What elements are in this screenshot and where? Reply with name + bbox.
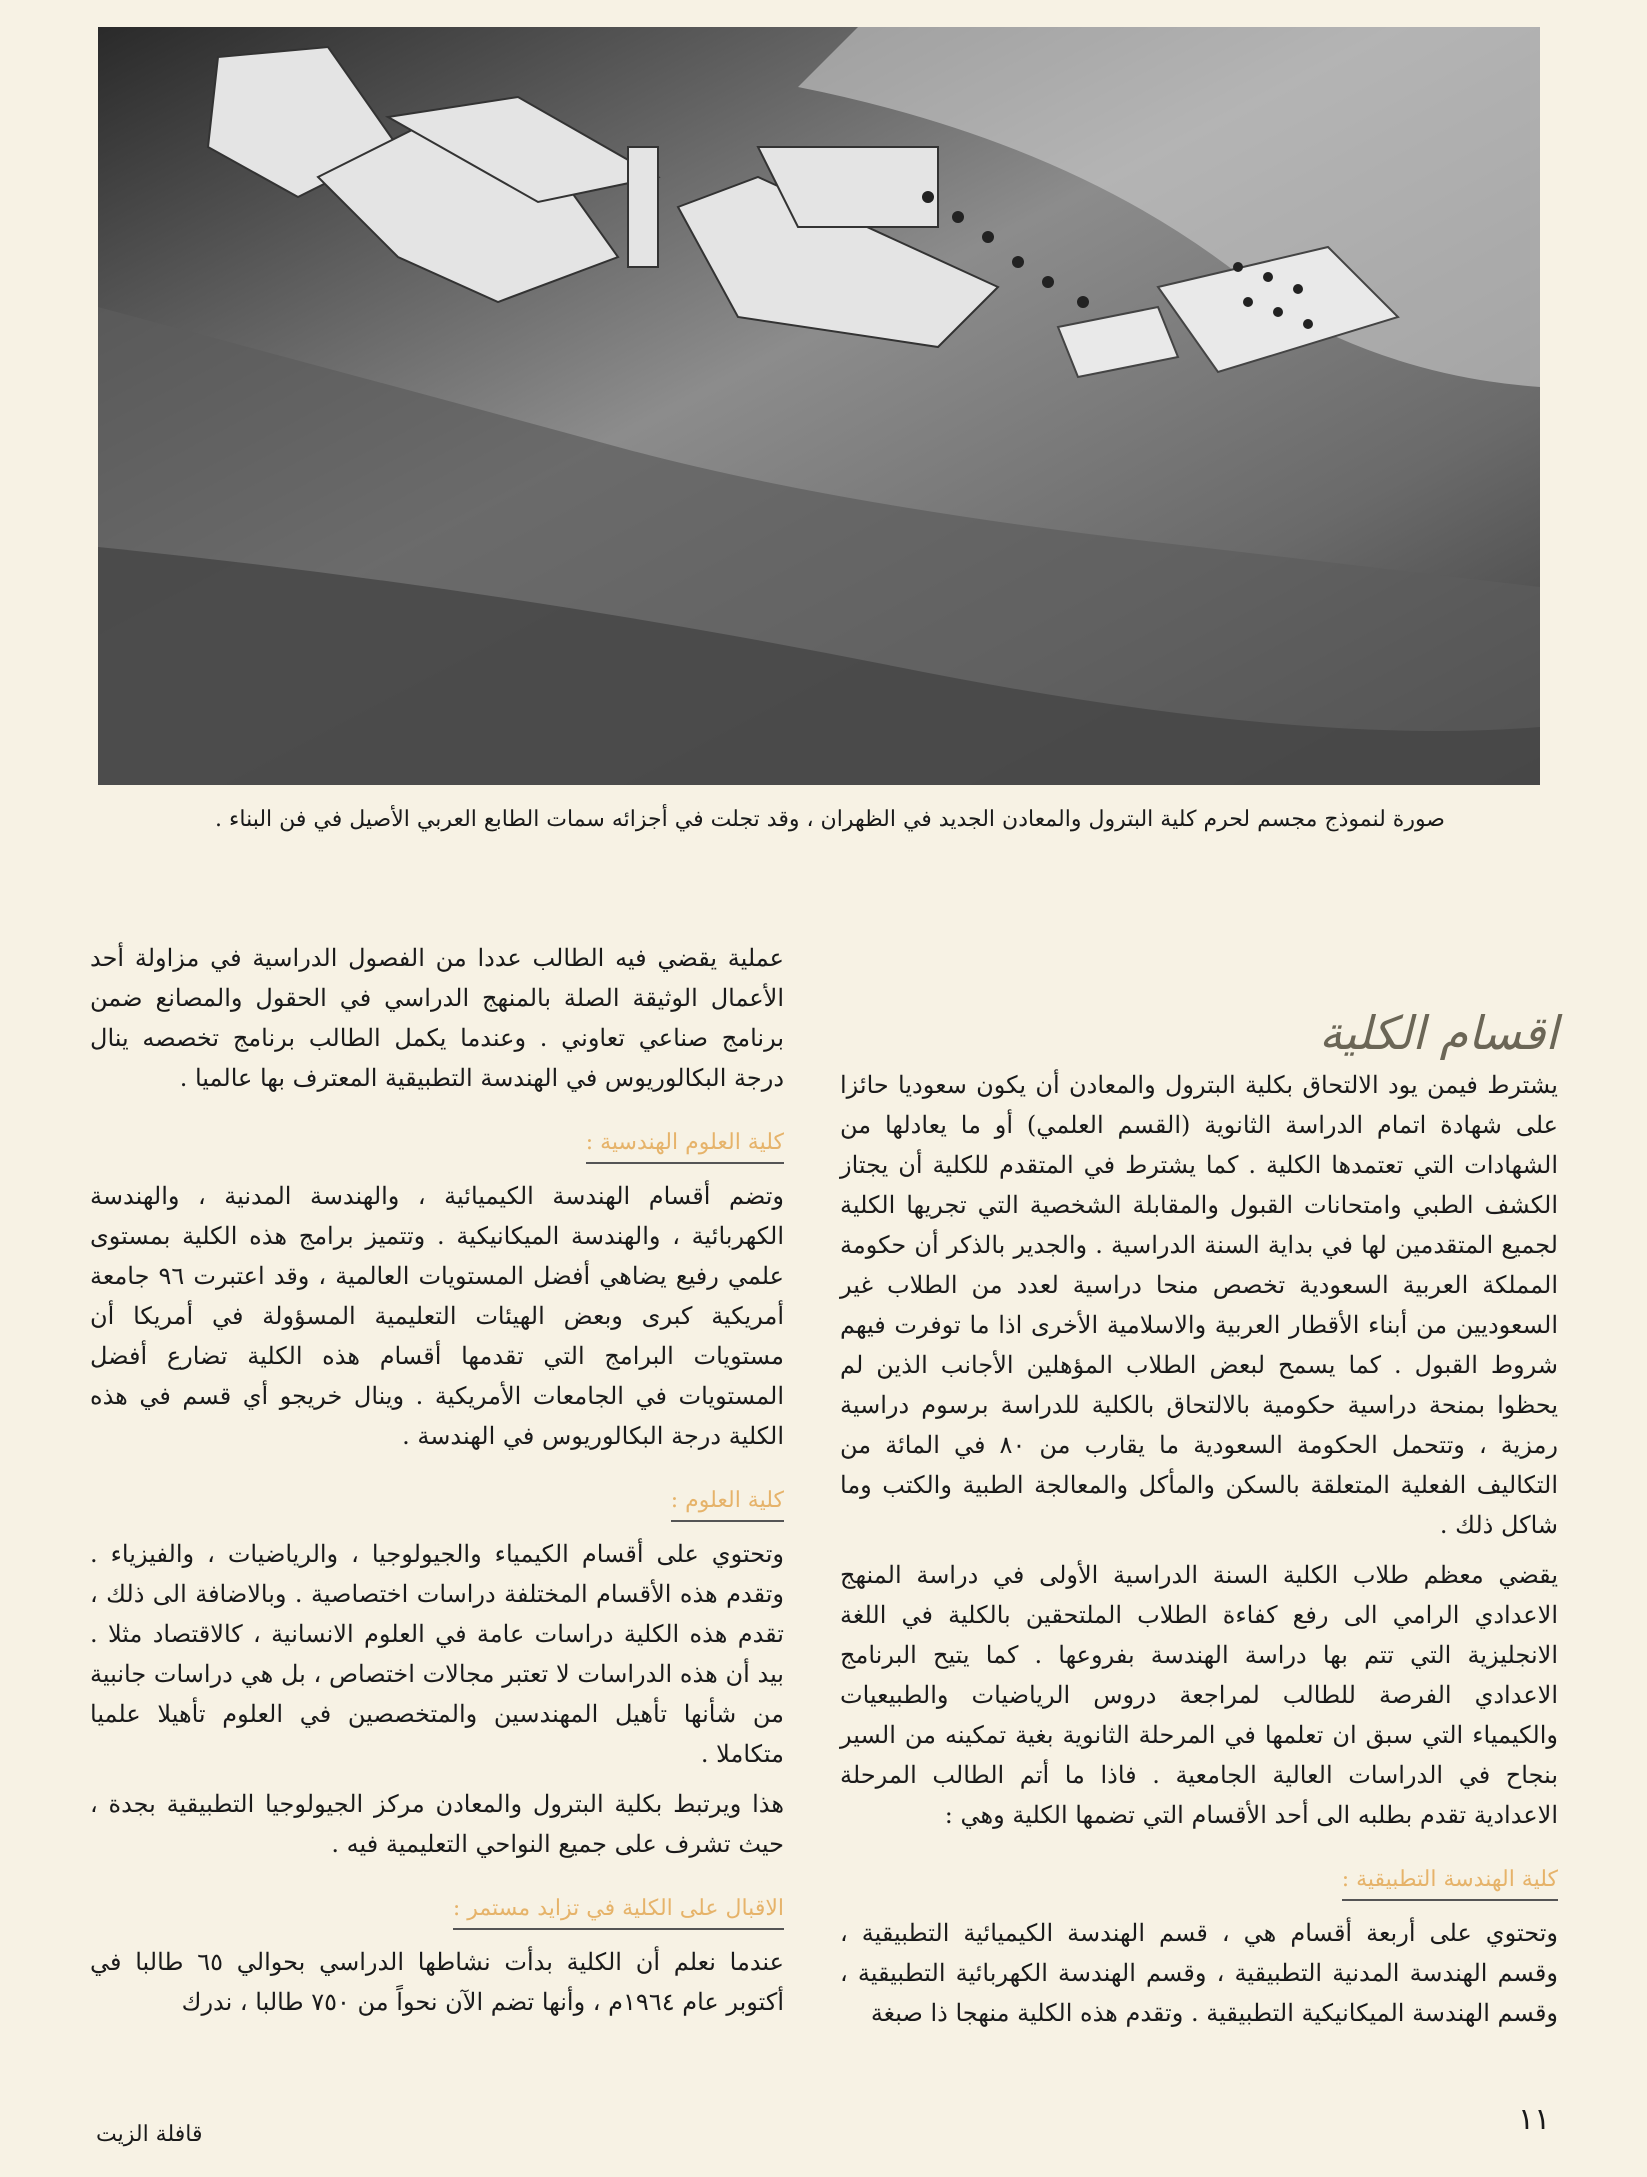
article-right-column	[840, 1005, 1558, 2043]
campus-model-photo	[98, 27, 1540, 785]
paragraph-admission: يشترط فيمن يود الالتحاق بكلية البترول والمعادن أن يكون سعوديا حائزا على شهادة اتمام الدراسة الثانوية (القسم العلمي) أو ما يعادلها من الشهادات التي تعتمدها الكلية . كما يشترط في المتقدم للكلية أن يجتاز الكشف الطبي وامتحانات القبول والمقابلة الشخصية التي تجريها الكلية لجميع المتقدمين لها في بداية السنة الدراسية . والجدير بالذكر أن حكومة المملكة العربية السعودية تخصص منحا دراسية لعدد من الطلاب غير السعوديين من أبناء الأقطار العربية والاسلامية الأخرى اذا ما توفرت فيهم شروط القبول . كما يسمح لبعض الطلاب المؤهلين الأجانب الذين لم يحظوا بمنحة دراسية حكومية بالالتحاق بالكلية للدراسة برسوم دراسية رمزية ، وتتحمل الحكومة السعودية ما يقارب من ٨٠ في المائة من التكاليف الفعلية المتعلقة بالسكن والمأكل والمعالجة الطبية والكتب وما شاكل ذلك .	[840, 1071, 1559, 1539]
paragraph-sciences: وتحتوي على أقسام الكيمياء والجيولوجيا ، والرياضيات ، والفيزياء . وتقدم هذه الأقسام المختلفة دراسات اختصاصية . وبالاضافة الى ذلك ، تقدم هذه الكلية دراسات عامة في العلوم الانسانية ، كالاقتصاد مثلا . بيد أن هذه الدراسات لا تعتبر مجالات اختصاص ، بل هي دراسات جانبية من شأنها تأهيل المهندسين والمتخصصين في العلوم تأهيلا علميا متكاملا .	[90, 1540, 784, 1768]
section-heading-applied-engineering: كلية الهندسة التطبيقية :	[1342, 1863, 1558, 1901]
paragraph-preparatory: يقضي معظم طلاب الكلية السنة الدراسية الأولى في دراسة المنهج الاعدادي الرامي الى رفع كفاءة الطلاب الملتحقين بالكلية في اللغة الانجليزية التي تتم بها دراسة الهندسة بفروعها . كما يتيح البرنامج الاعدادي الفرصة للطالب لمراجعة دروس الرياضيات والطبيعيات والكيمياء التي سبق ان تعلمها في المرحلة الثانوية بغية تمكينه من السير بنجاح في الدراسات العالية الجامعية . فاذا ما أتم الطالب المرحلة الاعدادية تقدم بطلبه الى أحد الأقسام التي تضمها الكلية وهي :	[840, 1561, 1558, 1829]
paragraph-continuation: عملية يقضي فيه الطالب عددا من الفصول الدراسية في مزاولة أحد الأعمال الوثيقة الصلة بالمنهج الدراسي في الحقول والمصانع ضمن برنامج صناعي تعاوني . وعندما يكمل الطالب برنامج تخصصه ينال درجة البكالوريوس في الهندسة التطبيقية المعترف بها عالميا .	[90, 944, 784, 1092]
paragraph-geology-center: هذا ويرتبط بكلية البترول والمعادن مركز الجيولوجيا التطبيقية بجدة ، حيث تشرف على جميع النواحي التعليمية فيه .	[90, 1790, 784, 1858]
campus-model-illustration	[98, 27, 1540, 785]
section-heading-engineering-sciences: كلية العلوم الهندسية :	[586, 1126, 784, 1164]
page-number: ١١	[1518, 2102, 1551, 2137]
paragraph-applied-engineering: وتحتوي على أربعة أقسام هي ، قسم الهندسة الكيميائية التطبيقية ، وقسم الهندسة المدنية التطبيقية ، وقسم الهندسة الكهربائية التطبيقية ، وقسم الهندسة الميكانيكية التطبيقية . وتقدم هذه الكلية منهجا ذا صبغة	[840, 1919, 1558, 2027]
section-heading-sciences: كلية العلوم :	[671, 1484, 784, 1522]
photo-caption: صورة لنموذج مجسم لحرم كلية البترول والمعادن الجديد في الظهران ، وقد تجلت في أجزائه سمات الطابع العربي الأصيل في فن البناء .	[215, 807, 1445, 832]
paragraph-engineering-sciences: وتضم أقسام الهندسة الكيميائية ، والهندسة المدنية ، والهندسة الكهربائية ، والهندسة الميكانيكية . وتتميز برامج هذه الكلية بمستوى علمي رفيع يضاهي أفضل المستويات العالمية ، وقد اعتبرت ٩٦ جامعة أمريكية كبرى وبعض الهيئات التعليمية المسؤولة في أمريكا أن مستويات البرامج التي تقدمها أقسام هذه الكلية تضارع أفضل المستويات في الجامعات الأمريكية . وينال خريجو أي قسم في هذه الكلية درجة البكالوريوس في الهندسة .	[90, 1182, 785, 1450]
paragraph-enrollment: عندما نعلم أن الكلية بدأت نشاطها الدراسي بحوالي ٦٥ طالبا في أكتوبر عام ١٩٦٤م ، وأنها تضم الآن نحواً من ٧٥٠ طالبا ، ندرك	[90, 1948, 784, 2016]
section-heading-enrollment: الاقبال على الكلية في تزايد مستمر :	[453, 1892, 784, 1930]
magazine-name: قافلة الزيت	[96, 2122, 203, 2147]
article-left-column	[90, 938, 784, 2032]
article-heading: اقسام الكلية	[1319, 1006, 1558, 1060]
